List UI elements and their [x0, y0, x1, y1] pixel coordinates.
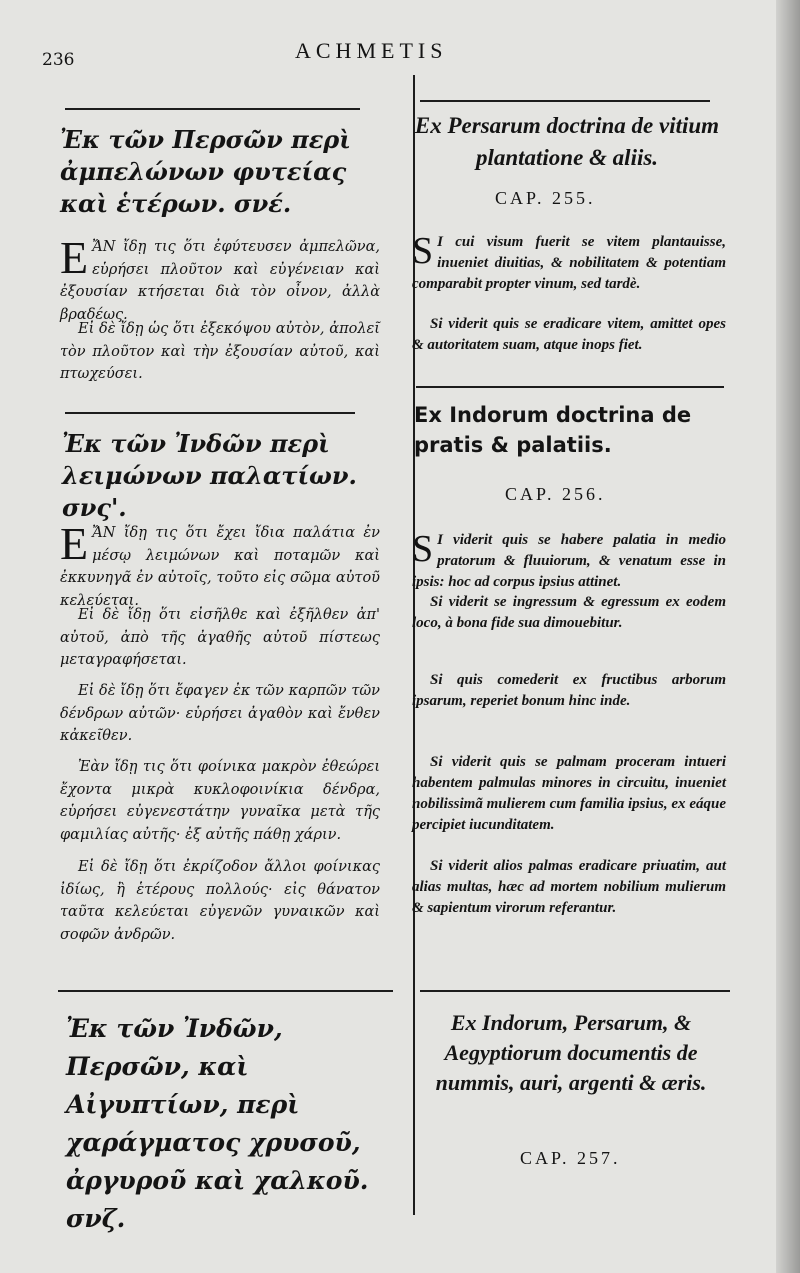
latin-paragraph: Si viderit alios palmas eradicare priuatim, aut alias multas, hæc ad mortem nobilium mulierum & sapientum virorum referantur.	[412, 858, 726, 916]
section-rule	[420, 100, 710, 102]
drop-capital: Ε	[60, 232, 89, 283]
chapter-label-257: CAP. 257.	[520, 1148, 621, 1168]
section-rule	[420, 990, 730, 992]
chapter-label-256: CAP. 256.	[505, 484, 606, 504]
greek-heading-256: Ἐκ τῶν Ἰνδῶν περὶ λειμώνων παλατίων. σνς'.	[62, 429, 357, 522]
page-number: 236	[42, 50, 75, 70]
latin-heading-255: Ex Persarum doctrina de vitium plantatione & aliis.	[414, 113, 720, 170]
latin-paragraph: S I cui visum fuerit se vitem plantauisse, inueniet diuitias, & nobilitatem & potentiam comparabit propter vinum, sed tardè.	[412, 230, 726, 292]
chapter-label-255: CAP. 255.	[495, 188, 596, 208]
section-rule	[416, 386, 724, 388]
latin-paragraph: Si viderit quis se eradicare vitem, amittet opes & autoritatem suam, atque inops fiet.	[412, 316, 726, 353]
greek-paragraph: Εἰ δὲ ἴδῃ ὡς ὅτι ἐξεκόψου αὐτὸν, ἀπολεῖ τὸν πλοῦτον καὶ τὴν ἐξουσίαν αὐτοῦ, καὶ πτωχεύσει.	[60, 321, 380, 382]
latin-heading-257: Ex Indorum, Persarum, & Aegyptiorum documentis de nummis, auri, argenti & æris.	[435, 1010, 707, 1095]
greek-paragraph: Ἐὰν ἴδῃ τις ὅτι φοίνικα μακρὸν ἐθεώρει ἔχοντα μικρὰ κυκλοφοινίκια δένδρα, εὑρήσει εὐγενεστάτην γυναῖκα μετὰ τῆς φαμιλίας αὐτῆς· ἐξ αὐτῆς πάθῃ χάριν.	[60, 759, 380, 843]
section-rule	[65, 108, 360, 110]
latin-paragraph: Si quis comederit ex fructibus arborum ipsarum, reperiet bonum hinc inde.	[412, 672, 726, 709]
drop-capital: S	[412, 230, 434, 272]
drop-capital: Ε	[60, 518, 89, 569]
latin-paragraph: S I viderit quis se habere palatia in medio pratorum & fluuiorum, & venatum esse in ipsis: hoc ad corpus ipsius attinet.	[412, 528, 726, 590]
greek-heading-255: Ἐκ τῶν Περσῶν περὶ ἀμπελώνων φυτείας καὶ ἑτέρων. σνέ.	[60, 125, 351, 218]
running-title: ACHMETIS	[295, 38, 448, 63]
greek-paragraph: Εἰ δὲ ἴδῃ ὅτι εἰσῆλθε καὶ ἐξῆλθεν ἀπ' αὐτοῦ, ἀπὸ τῆς ἀγαθῆς αὐτοῦ πίστεως μεταγραφήσεται.	[60, 607, 380, 668]
section-rule	[65, 412, 355, 414]
greek-paragraph: ΕἌΝ ἴδῃ τις ὅτι ἔχει ἴδια παλάτια ἐν μέσῳ λειμώνων καὶ ποταμῶν καὶ ἐκκυνηγᾶ ἐν αὐτοῖς, τοῦτο εἰς σῶμα αὐτοῦ κελεύεται.	[60, 518, 380, 609]
greek-paragraph: Εἰ δὲ ἴδῃ ὅτι ἔφαγεν ἐκ τῶν καρπῶν τῶν δένδρων αὐτῶν· εὑρήσει ἀγαθὸν καὶ ἔνθεν κἀκεῖθεν.	[60, 683, 380, 744]
latin-heading-256: Ex Indorum doctrina de pratis & palatiis.	[414, 403, 692, 457]
greek-paragraph: ΕἌΝ ἴδῃ τις ὅτι ἐφύτευσεν ἀμπελῶνα, εὑρήσει πλοῦτον καὶ εὐγένειαν καὶ ἐξουσίαν κτήσεται διὰ τὸν οἶνον, ἀλλὰ βραδέως.	[60, 232, 380, 323]
drop-capital: S	[412, 528, 434, 570]
latin-paragraph: Si viderit quis se palmam proceram intueri habentem palmulas minores in circuitu, inueniet nobilissimã mulierem cum familia ipsius, ex eáque percipiet iucunditatem.	[412, 754, 726, 833]
section-rule	[58, 990, 393, 992]
greek-paragraph: Εἰ δὲ ἴδῃ ὅτι ἐκρίζοδον ἄλλοι φοίνικας ἰδίως, ἢ ἑτέρους πολλούς· εἰς θάνατον ταῦτα κελεύεται εὐγενῶν γυναικῶν καὶ σοφῶν ἀνδρῶν.	[60, 859, 380, 943]
latin-paragraph: Si viderit se ingressum & egressum ex eodem loco, à bona fide sua dimouebitur.	[412, 594, 726, 631]
greek-heading-257: Ἐκ τῶν Ἰνδῶν, Περσῶν, καὶ Αἰγυπτίων, περὶ χαράγματος χρυσοῦ, ἀργυροῦ καὶ χαλκοῦ. σνζ.	[66, 1014, 369, 1233]
page-edge-shadow	[776, 0, 800, 1273]
